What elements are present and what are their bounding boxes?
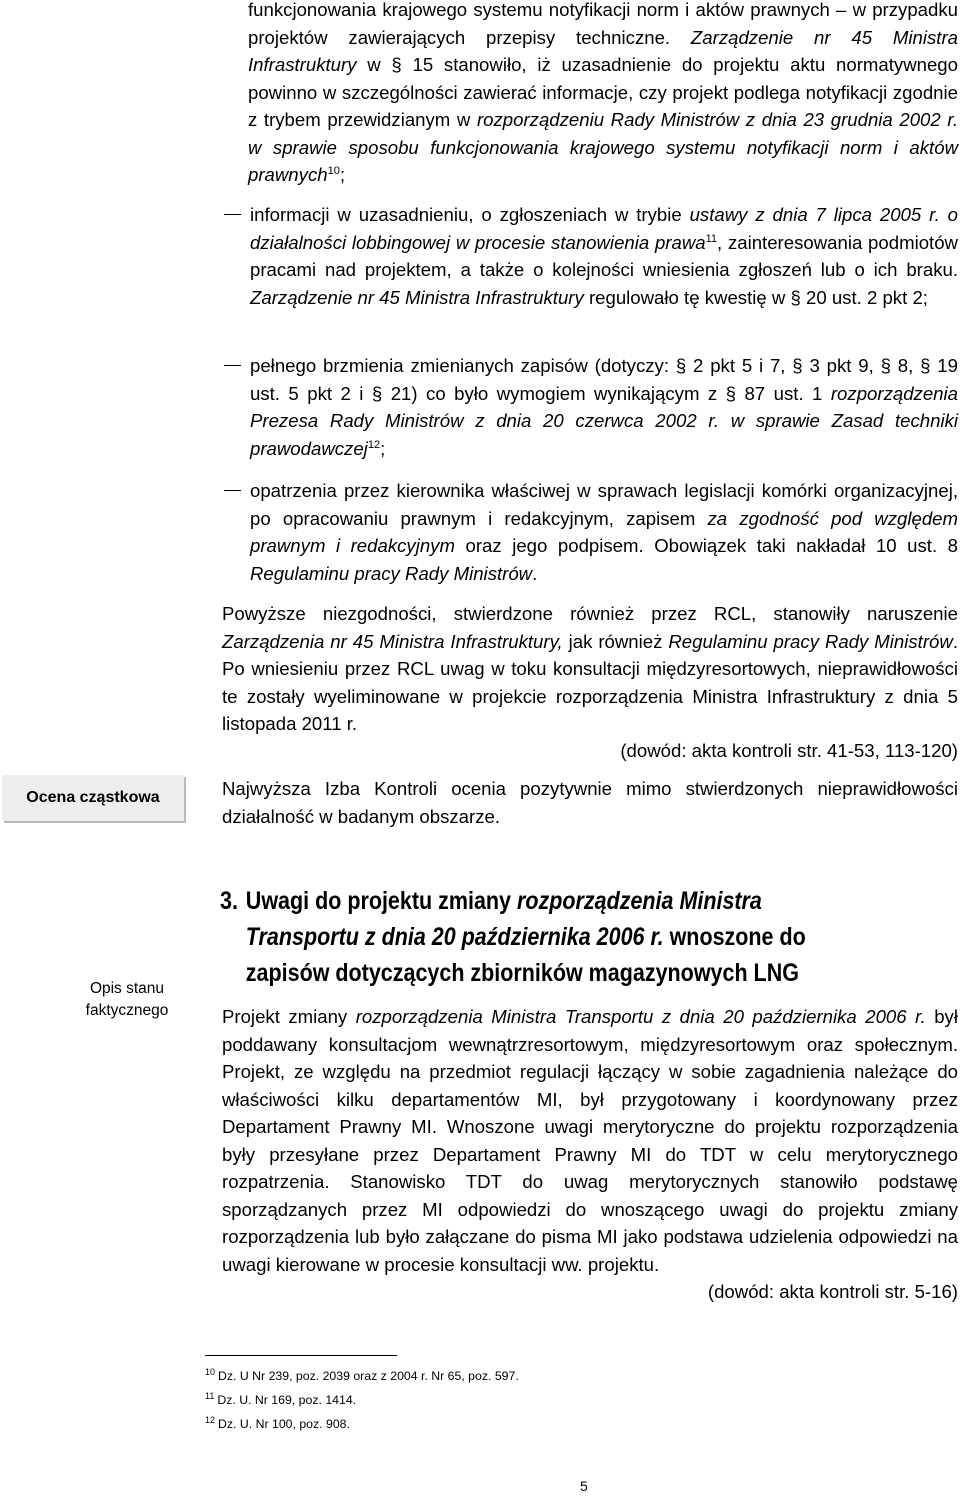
footnote-ref: 11 bbox=[705, 232, 718, 245]
footnote-ref: 10 bbox=[327, 164, 340, 177]
dash-bullet bbox=[224, 214, 241, 215]
side-label-ocena: Ocena cząstkowa bbox=[2, 775, 184, 821]
footnote: $^{12}$ Dz. U. Nr 100, poz. 908. bbox=[205, 1414, 350, 1431]
evidence-note: (dowód: akta kontroli str. 5-16) bbox=[707, 1281, 958, 1302]
list-item: informacji w uzasadnieniu, o zgłoszeniach w trybie ustawy z dnia 7 lipca 2005 r. o działalności lobbingowej w procesie stanowienia prawa$^{11}$, zainteresowania podmiotów pracami nad projektem, a także o kolejności wniesienia zgłoszeń lub o ich braku. Zarządzenie nr 45 Ministra Infrastruktury regulowało tę kwestię w § 20 ust. 2 pkt 2; bbox=[224, 201, 958, 311]
dash-bullet bbox=[224, 490, 241, 491]
side-label-opis: Opis stanu faktycznego bbox=[85, 980, 169, 1019]
list-item: pełnego brzmienia zmienianych zapisów (dotyczy: § 2 pkt 5 i 7, § 3 pkt 9, § 8, § 19 ust. 5 pkt 2 i § 21) co było wymogiem wynikającym z § 87 ust. 1 rozporządzenia Prezesa Rady Ministrów z dnia 20 czerwca 2002 r. w sprawie Zasad techniki prawodawczej$^{12}$; bbox=[224, 352, 958, 462]
ocena-text: Najwyższa Izba Kontroli ocenia pozytywnie mimo stwierdzonych nieprawidłowości działalność w badanym obszarze. bbox=[222, 778, 958, 827]
footnote-separator bbox=[205, 1355, 397, 1356]
dash-bullet bbox=[224, 365, 241, 366]
page-number: 5 bbox=[580, 1478, 588, 1494]
footnote: $^{11}$ Dz. U. Nr 169, poz. 1414. bbox=[205, 1390, 357, 1407]
evidence-note: (dowód: akta kontroli str. 41-53, 113-120) bbox=[620, 740, 958, 761]
summary-paragraph: Powyższe niezgodności, stwierdzone również przez RCL, stanowiły naruszenie Zarządzenia nr 45 Ministra Infrastruktury, jak również Regulaminu pracy Rady Ministrów. Po wniesieniu przez RCL uwag w toku konsultacji międzyresortowych, nieprawidłowości te zostały wyeliminowane w projekcie rozporządzenia Ministra Infrastruktury z dnia 5 listopada 2011 r. bbox=[222, 603, 958, 734]
list-item: opatrzenia przez kierownika właściwej w sprawach legislacji komórki organizacyjnej, po opracowaniu prawnym i redakcyjnym, zapisem za zgodność pod względem prawnym i redakcyjnym oraz jego podpisem. Obowiązek taki nakładał 10 ust. 8 Regulaminu pracy Rady Ministrów. bbox=[224, 477, 958, 587]
section-heading: 3. Uwagi do projektu zmiany rozporządzenia Ministra Transportu z dnia 20 października 2006 r. wnoszone do zapisów dotyczących zbiorników magazynowych LNG bbox=[220, 887, 806, 987]
intro-paragraph: funkcjonowania krajowego systemu notyfikacji norm i aktów prawnych – w przypadku projektów zawierających przepisy techniczne. Zarządzenie nr 45 Ministra Infrastruktury w § 15 stanowiło, iż uzasadnienie do projektu aktu normatywnego powinno w szczególności zawierać informacje, czy projekt podlega notyfikacji zgodnie z trybem przewidzianym w rozporządzeniu Rady Ministrów z dnia 23 grudnia 2002 r. w sprawie sposobu funkcjonowania krajowego systemu notyfikacji norm i aktów prawnych$^{10}$; bbox=[248, 0, 959, 185]
footnote-ref: 12 bbox=[367, 438, 381, 451]
footnote: $^{10}$ Dz. U Nr 239, poz. 2039 oraz z 2004 r. Nr 65, poz. 597. bbox=[205, 1366, 519, 1383]
section-paragraph: Projekt zmiany rozporządzenia Ministra Transportu z dnia 20 października 2006 r. był poddawany konsultacjom wewnątrzresortowym, międzyresortowym oraz społecznym. Projekt, ze względu na przedmiot regulacji łączący w sobie zagadnienia należące do właściwości kilku departamentów MI, był przygotowany i koordynowany przez Departament Prawny MI. Wnoszone uwagi merytoryczne do projektu rozporządzenia były przesyłane przez Departament Prawny MI do TDT w celu merytorycznego rozpatrzenia. Stanowisko TDT do uwag merytorycznych stanowiło podstawę sporządzanych przez MI odpowiedzi do wnoszącego uwagi do projektu zmiany rozporządzenia lub było załączane do pisma MI jako podstawa udzielenia odpowiedzi na uwagi kierowane w procesie konsultacji ww. projektu. bbox=[222, 1006, 958, 1275]
